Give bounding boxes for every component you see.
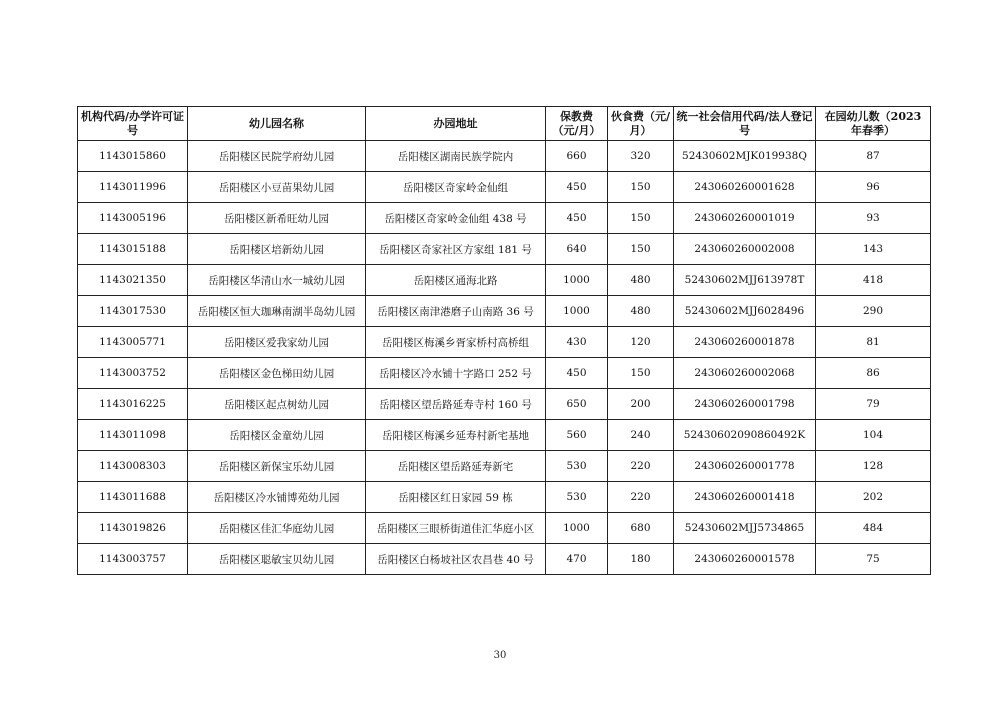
enrollment-cell: 128 — [816, 451, 931, 482]
address-cell: 岳阳楼区三眼桥街道佳汇华庭小区 — [366, 513, 546, 544]
enrollment-cell: 86 — [816, 358, 931, 389]
table-row — [78, 358, 931, 389]
credit-code-cell: 243060260002068 — [674, 358, 816, 389]
address-cell: 岳阳楼区奇家岭金仙组 438 号 — [366, 203, 546, 234]
table-row — [78, 482, 931, 513]
credit-code-cell: 243060260002008 — [674, 234, 816, 265]
meal-fee-cell: 480 — [608, 296, 674, 327]
table-row — [78, 389, 931, 420]
table-row — [78, 234, 931, 265]
tuition-fee-cell: 450 — [546, 172, 608, 203]
institution-code-cell: 1143005196 — [78, 203, 188, 234]
institution-code-cell: 1143019826 — [78, 513, 188, 544]
institution-code-cell: 1143005771 — [78, 327, 188, 358]
institution-code-cell: 1143011688 — [78, 482, 188, 513]
credit-code-cell: 243060260001798 — [674, 389, 816, 420]
enrollment-cell: 143 — [816, 234, 931, 265]
address-cell: 岳阳楼区梅溪乡胥家桥村高桥组 — [366, 327, 546, 358]
table-row — [78, 420, 931, 451]
meal-fee-cell: 150 — [608, 172, 674, 203]
tuition-fee-cell: 1000 — [546, 265, 608, 296]
kindergarten-name-cell: 岳阳楼区新希旺幼儿园 — [188, 203, 366, 234]
institution-code-cell: 1143011996 — [78, 172, 188, 203]
enrollment-cell: 418 — [816, 265, 931, 296]
tuition-fee-cell: 470 — [546, 544, 608, 575]
tuition-fee-cell: 1000 — [546, 513, 608, 544]
table-row — [78, 296, 931, 327]
table-row — [78, 265, 931, 296]
credit-code-cell: 52430602090860492K — [674, 420, 816, 451]
kindergarten-name-cell: 岳阳楼区金色梯田幼儿园 — [188, 358, 366, 389]
enrollment-cell: 96 — [816, 172, 931, 203]
enrollment-cell: 75 — [816, 544, 931, 575]
kindergarten-name-cell: 岳阳楼区爱我家幼儿园 — [188, 327, 366, 358]
enrollment-cell: 202 — [816, 482, 931, 513]
credit-code-cell: 243060260001628 — [674, 172, 816, 203]
kindergarten-name-cell: 岳阳楼区恒大珈琳南湖半岛幼儿园 — [188, 296, 366, 327]
enrollment-cell: 93 — [816, 203, 931, 234]
institution-code-cell: 1143015188 — [78, 234, 188, 265]
credit-code-cell: 243060260001878 — [674, 327, 816, 358]
page-number: 30 — [493, 650, 507, 661]
credit-code-cell: 243060260001778 — [674, 451, 816, 482]
institution-code-cell: 1143016225 — [78, 389, 188, 420]
tuition-fee-cell: 560 — [546, 420, 608, 451]
header-tuition-fee: 保教费（元/月） — [546, 107, 608, 141]
meal-fee-cell: 220 — [608, 451, 674, 482]
meal-fee-cell: 150 — [608, 203, 674, 234]
enrollment-cell: 104 — [816, 420, 931, 451]
enrollment-cell: 79 — [816, 389, 931, 420]
tuition-fee-cell: 450 — [546, 203, 608, 234]
address-cell: 岳阳楼区湖南民族学院内 — [366, 141, 546, 172]
address-cell: 岳阳楼区梅溪乡延寿村新宅基地 — [366, 420, 546, 451]
credit-code-cell: 243060260001578 — [674, 544, 816, 575]
kindergarten-fee-table — [77, 106, 931, 575]
institution-code-cell: 1143008303 — [78, 451, 188, 482]
institution-code-cell: 1143015860 — [78, 141, 188, 172]
tuition-fee-cell: 1000 — [546, 296, 608, 327]
meal-fee-cell: 320 — [608, 141, 674, 172]
header-enrollment: 在园幼儿数（2023 年春季） — [816, 107, 931, 141]
header-meal-fee: 伙食费（元/月） — [608, 107, 674, 141]
enrollment-cell: 484 — [816, 513, 931, 544]
tuition-fee-cell: 640 — [546, 234, 608, 265]
institution-code-cell: 1143003757 — [78, 544, 188, 575]
meal-fee-cell: 120 — [608, 327, 674, 358]
table-row — [78, 203, 931, 234]
credit-code-cell: 243060260001019 — [674, 203, 816, 234]
table-row — [78, 513, 931, 544]
table-row — [78, 141, 931, 172]
kindergarten-name-cell: 岳阳楼区佳汇华庭幼儿园 — [188, 513, 366, 544]
table-row — [78, 172, 931, 203]
tuition-fee-cell: 660 — [546, 141, 608, 172]
meal-fee-cell: 150 — [608, 234, 674, 265]
header-institution-code: 机构代码/办学许可证号 — [78, 107, 188, 141]
institution-code-cell: 1143021350 — [78, 265, 188, 296]
credit-code-cell: 52430602MJJ5734865 — [674, 513, 816, 544]
credit-code-cell: 52430602MJJ6028496 — [674, 296, 816, 327]
table-header-row — [78, 107, 931, 141]
credit-code-cell: 243060260001418 — [674, 482, 816, 513]
address-cell: 岳阳楼区通海北路 — [366, 265, 546, 296]
meal-fee-cell: 180 — [608, 544, 674, 575]
header-address: 办园地址 — [366, 107, 546, 141]
institution-code-cell: 1143011098 — [78, 420, 188, 451]
kindergarten-name-cell: 岳阳楼区金童幼儿园 — [188, 420, 366, 451]
credit-code-cell: 52430602MJK019938Q — [674, 141, 816, 172]
meal-fee-cell: 200 — [608, 389, 674, 420]
address-cell: 岳阳楼区望岳路延寿新宅 — [366, 451, 546, 482]
header-credit-code: 统一社会信用代码/法人登记号 — [674, 107, 816, 141]
kindergarten-name-cell: 岳阳楼区民院学府幼儿园 — [188, 141, 366, 172]
tuition-fee-cell: 650 — [546, 389, 608, 420]
meal-fee-cell: 220 — [608, 482, 674, 513]
kindergarten-name-cell: 岳阳楼区培新幼儿园 — [188, 234, 366, 265]
address-cell: 岳阳楼区冷水铺十字路口 252 号 — [366, 358, 546, 389]
credit-code-cell: 52430602MJJ613978T — [674, 265, 816, 296]
kindergarten-name-cell: 岳阳楼区华清山水一城幼儿园 — [188, 265, 366, 296]
meal-fee-cell: 680 — [608, 513, 674, 544]
enrollment-cell: 81 — [816, 327, 931, 358]
kindergarten-name-cell: 岳阳楼区起点树幼儿园 — [188, 389, 366, 420]
kindergarten-name-cell: 岳阳楼区冷水铺博苑幼儿园 — [188, 482, 366, 513]
address-cell: 岳阳楼区奇家岭金仙组 — [366, 172, 546, 203]
header-kindergarten-name: 幼儿园名称 — [188, 107, 366, 141]
table-row — [78, 544, 931, 575]
table-row — [78, 327, 931, 358]
tuition-fee-cell: 530 — [546, 451, 608, 482]
address-cell: 岳阳楼区红日家园 59 栋 — [366, 482, 546, 513]
kindergarten-name-cell: 岳阳楼区聪敏宝贝幼儿园 — [188, 544, 366, 575]
meal-fee-cell: 150 — [608, 358, 674, 389]
institution-code-cell: 1143017530 — [78, 296, 188, 327]
table-row — [78, 451, 931, 482]
meal-fee-cell: 240 — [608, 420, 674, 451]
institution-code-cell: 1143003752 — [78, 358, 188, 389]
meal-fee-cell: 480 — [608, 265, 674, 296]
enrollment-cell: 87 — [816, 141, 931, 172]
kindergarten-name-cell: 岳阳楼区新保宝乐幼儿园 — [188, 451, 366, 482]
address-cell: 岳阳楼区白杨坡社区农昌巷 40 号 — [366, 544, 546, 575]
address-cell: 岳阳楼区望岳路延寿寺村 160 号 — [366, 389, 546, 420]
tuition-fee-cell: 530 — [546, 482, 608, 513]
kindergarten-name-cell: 岳阳楼区小豆苗果幼儿园 — [188, 172, 366, 203]
tuition-fee-cell: 430 — [546, 327, 608, 358]
tuition-fee-cell: 450 — [546, 358, 608, 389]
enrollment-cell: 290 — [816, 296, 931, 327]
address-cell: 岳阳楼区奇家社区方家组 181 号 — [366, 234, 546, 265]
address-cell: 岳阳楼区南津港磨子山南路 36 号 — [366, 296, 546, 327]
